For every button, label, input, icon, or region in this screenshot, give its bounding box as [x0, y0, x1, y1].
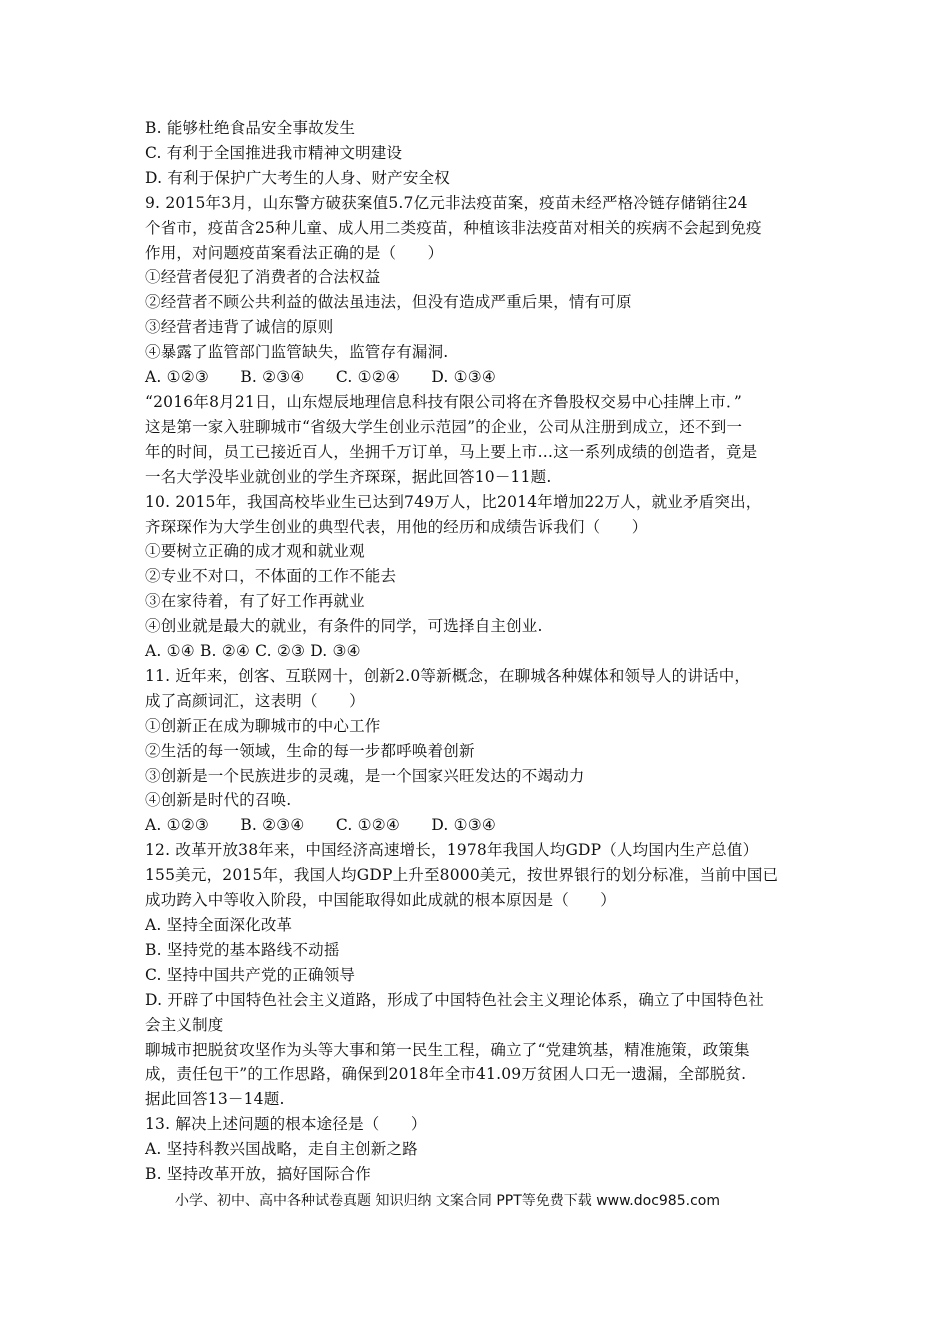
text-line: A. 坚持全面深化改革 [145, 916, 293, 934]
text-line: 155美元，2015年，我国人均GDP上升至8000美元，按世界银行的划分标准，当前中国已 [145, 866, 779, 885]
text-line: ②专业不对口，不体面的工作不能去 [145, 567, 397, 586]
text-line: “2016年8月21日，山东煜辰地理信息科技有限公司将在齐鲁股权交易中心挂牌上市．” [145, 392, 743, 411]
text-line: B. 坚持党的基本路线不动摇 [145, 940, 340, 959]
text-line: ④创业就是最大的就业，有条件的同学，可选择自主创业. [145, 617, 543, 636]
text-line: A. 坚持科教兴国战略，走自主创新之路 [145, 1140, 418, 1159]
document-body [145, 116, 815, 1187]
text-line: ②经营者不顾公共利益的做法虽违法，但没有造成严重后果，情有可原 [145, 293, 632, 312]
text-line: 12. 改革开放38年来，中国经济高速增长，1978年我国人均GDP（人均国内生产总值） [145, 841, 759, 860]
text-line: 会主义制度 [145, 1015, 224, 1034]
text-line: 10. 2015年，我国高校毕业生已达到749万人，比2014年增加22万人，就业矛盾突出， [145, 492, 762, 511]
text-line: ③创新是一个民族进步的灵魂，是一个国家兴旺发达的不竭动力 [145, 766, 585, 785]
text-line: A. ①②③ B. ②③④ C. ①②④ D. ①③④ [145, 816, 496, 835]
text-line: 13. 解决上述问题的根本途径是（ ） [145, 1115, 427, 1134]
text-line: ①要树立正确的成才观和就业观 [145, 542, 365, 561]
text-line: ①创新正在成为聊城市的中心工作 [145, 716, 381, 735]
text-line: ③在家待着，有了好工作再就业 [145, 592, 365, 611]
text-line: C. 坚持中国共产党的正确领导 [145, 965, 356, 984]
text-line: 一名大学没毕业就创业的学生齐琛琛，据此回答10－11题. [145, 467, 552, 486]
text-line: A. ①④ B. ②④ C. ②③ D. ③④ [145, 642, 361, 661]
text-line: 年的时间，员工已接近百人，坐拥千万订单，马上要上市…这一系列成绩的创造者，竟是 [145, 442, 758, 461]
text-line: 个省市，疫苗含25种儿童、成人用二类疫苗，种植该非法疫苗对相关的疾病不会起到免疫 [145, 218, 762, 237]
text-line: C. 有利于全国推进我市精神文明建设 [145, 143, 403, 162]
text-line: B. 能够杜绝食品安全事故发生 [145, 119, 356, 137]
text-line: 齐琛琛作为大学生创业的典型代表，用他的经历和成绩告诉我们（ ） [145, 517, 648, 536]
text-line: ③经营者违背了诚信的原则 [145, 318, 334, 337]
text-line: 成功跨入中等收入阶段，中国能取得如此成就的根本原因是（ ） [145, 891, 617, 910]
text-line: 这是第一家入驻聊城市“省级大学生创业示范园”的企业，公司从注册到成立，还不到一 [145, 417, 743, 436]
text-line: ②生活的每一领域，生命的每一步都呼唤着创新 [145, 741, 475, 760]
text-line: ④暴露了监管部门监管缺失，监管存有漏洞. [145, 343, 449, 362]
text-line: A. ①②③ B. ②③④ C. ①②④ D. ①③④ [145, 368, 496, 387]
text-line: 成，责任包干”的工作思路，确保到2018年全市41.09万贫困人口无一遗漏，全部脱贫. [145, 1065, 747, 1084]
text-line: 11. 近年来，创客、互联网十，创新2.0等新概念，在聊城各种媒体和领导人的讲话中， [145, 666, 751, 685]
text-line: D. 开辟了中国特色社会主义道路，形成了中国特色社会主义理论体系，确立了中国特色社 [145, 990, 764, 1009]
text-line: ①经营者侵犯了消费者的合法权益 [145, 268, 381, 287]
text-line: D. 有利于保护广大考生的人身、财产安全权 [145, 168, 450, 187]
text-line: ④创新是时代的召唤. [145, 791, 292, 810]
text-line: B. 坚持改革开放，搞好国际合作 [145, 1165, 371, 1184]
text-line: 据此回答13－14题. [145, 1090, 285, 1109]
text-line: 成了高颜词汇，这表明（ ） [145, 691, 365, 710]
text-line: 作用，对问题疫苗案看法正确的是（ ） [145, 243, 444, 262]
page-footer: 小学、初中、高中各种试卷真题 知识归纳 文案合同 PPT等免费下载 www.doc985.com [175, 1193, 720, 1209]
text-line: 9. 2015年3月，山东警方破获案值5.7亿元非法疫苗案，疫苗未经严格冷链存储销往24 [145, 193, 748, 212]
text-line: 聊城市把脱贫攻坚作为头等大事和第一民生工程，确立了“党建筑基，精准施策，政策集 [145, 1040, 750, 1059]
